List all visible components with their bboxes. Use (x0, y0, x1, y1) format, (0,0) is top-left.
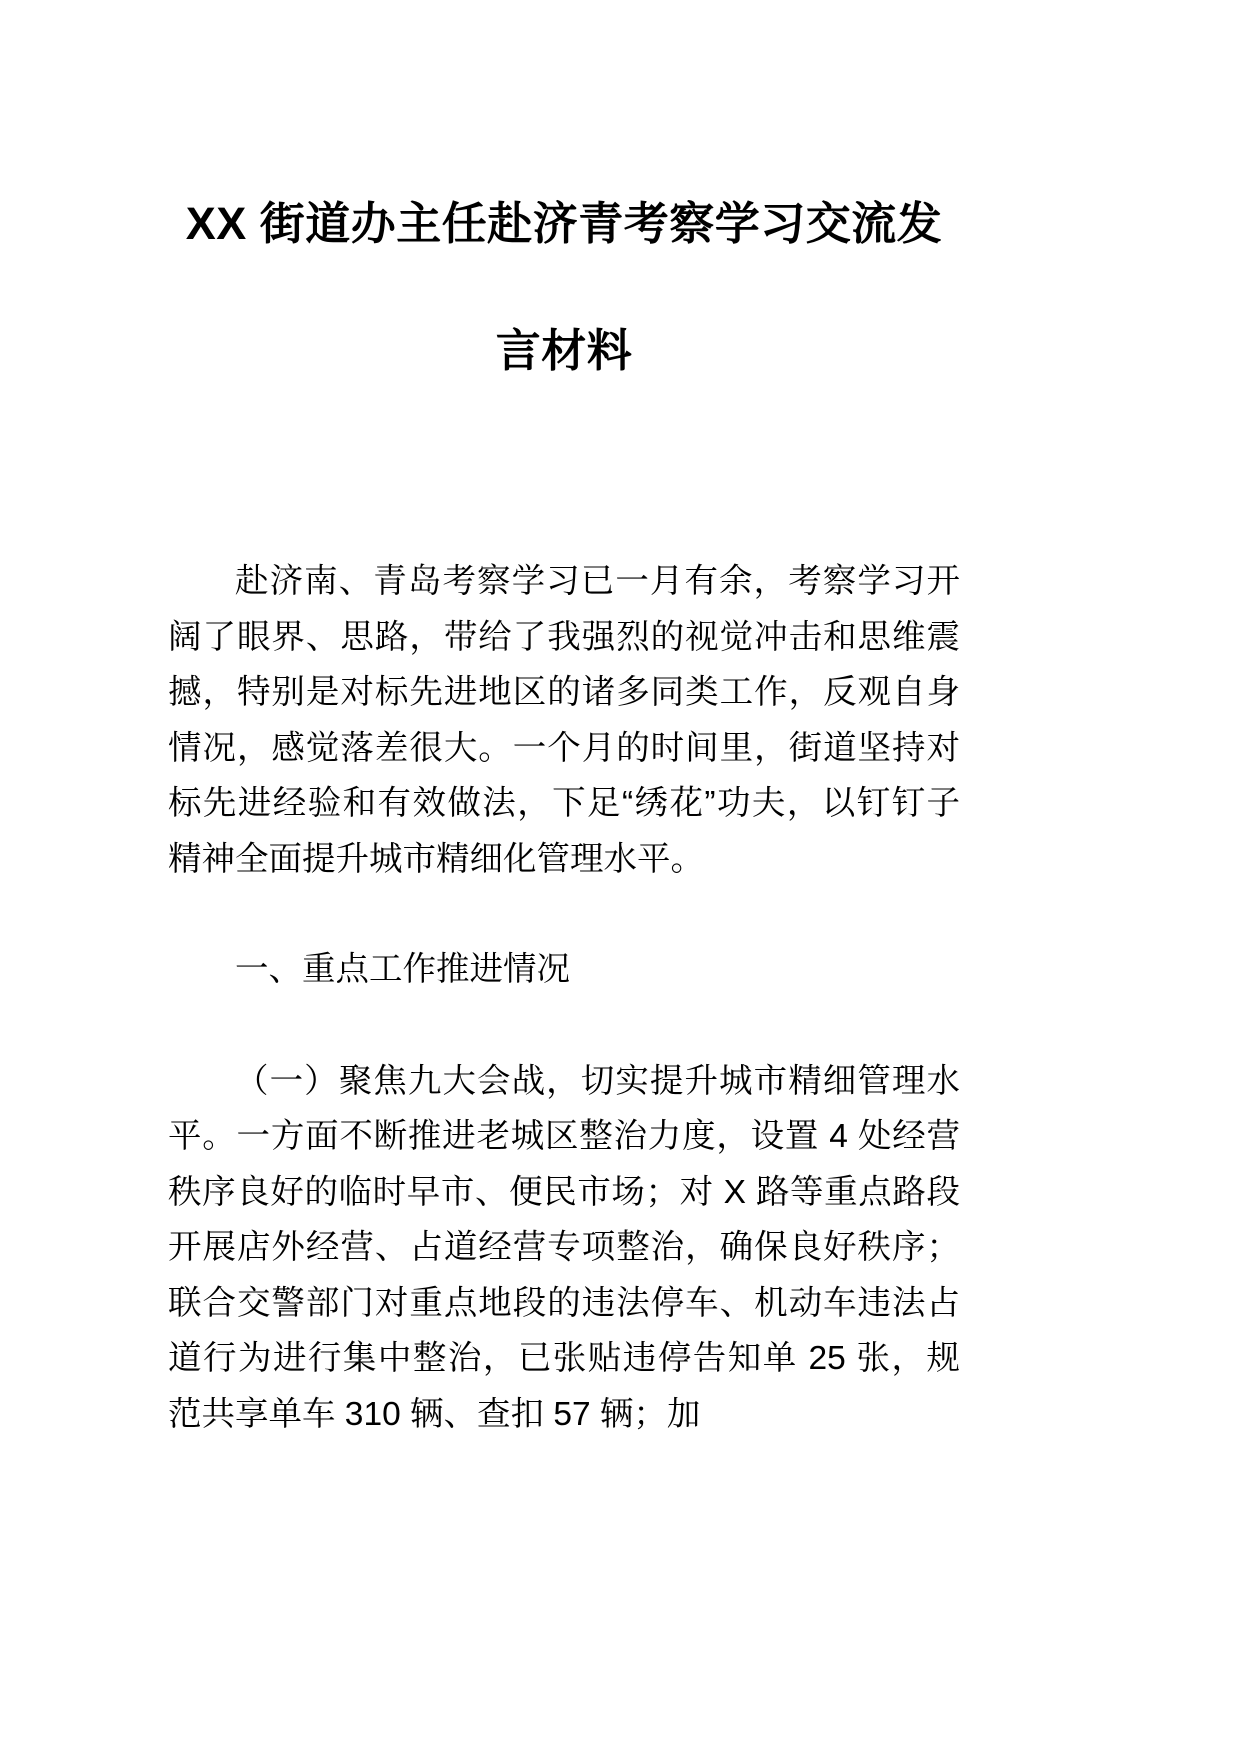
paragraph-intro: 赴济南、青岛考察学习已一月有余，考察学习开阔了眼界、思路，带给了我强烈的视觉冲击和思维震撼，特别是对标先进地区的诸多同类工作，反观自身情况，感觉落差很大。一个月的时间里，街道坚持对标先进经验和有效做法，下足“绣花”功夫，以钉钉子精神全面提升城市精细化管理水平。 (168, 563, 960, 878)
page-title: XX 街道办主任赴济青考察学习交流发言材料 (185, 198, 943, 376)
title-spacer (168, 414, 960, 554)
paragraph-gap-1 (168, 887, 960, 942)
paragraph-gap-2 (168, 998, 960, 1054)
section-heading-one: 一、重点工作推进情况 (235, 951, 570, 988)
paragraph-subsection-one: （一）聚焦九大会战，切实提升城市精细管理水平。一方面不断推进老城区整治力度，设置 4 处经营秩序良好的临时早市、便民市场；对 X 路等重点路段开展店外经营、占道经营专项整治，确保良好秩序；联合交警部门对重点地段的违法停车、机动车违法占道行为进行集中整治，已张贴违停告知单 25 张，规范共享单车 310 辆、查扣 57 辆；加 (168, 1062, 960, 1433)
document-content (168, 0, 960, 1442)
